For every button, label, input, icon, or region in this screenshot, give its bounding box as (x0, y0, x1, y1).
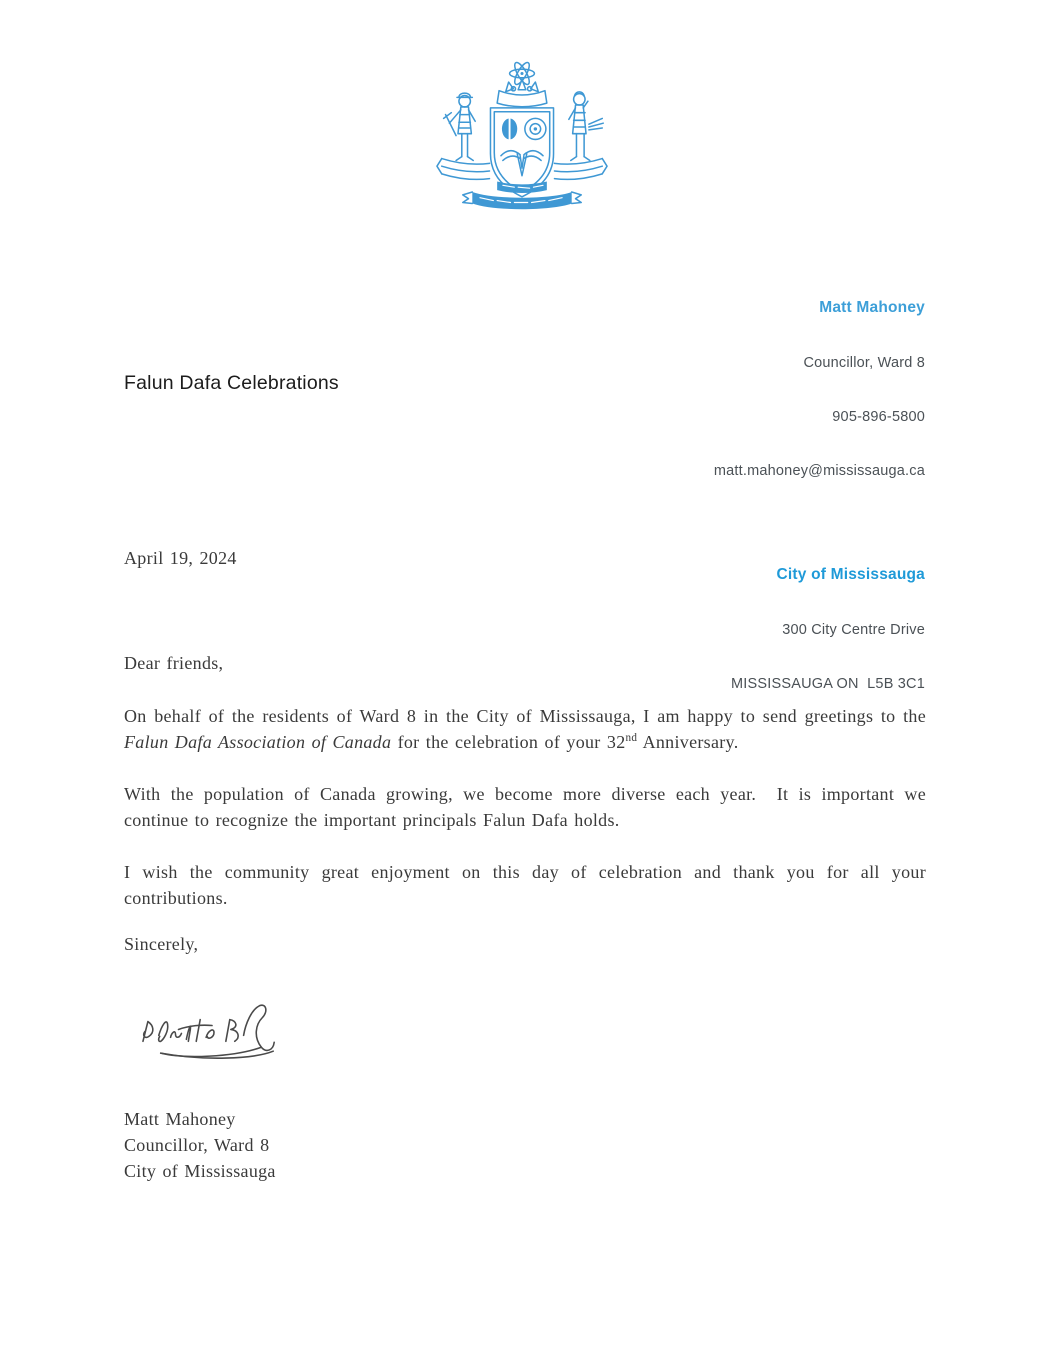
contact-address-line1: 300 City Centre Drive (782, 622, 925, 638)
contact-email: matt.mahoney@mississauga.ca (713, 463, 925, 479)
right-supporter-figure-icon (569, 92, 603, 161)
signer-name: Matt Mahoney (124, 1109, 236, 1129)
paragraph-2: With the population of Canada growing, we become more diverse each year. It is important we continue to recognize the important principals Falun Dafa holds. (124, 784, 933, 830)
paragraph-1 (124, 703, 933, 755)
left-supporter-figure-icon (444, 93, 476, 160)
signature-block (124, 1106, 926, 1184)
motto-ribbon-icon (463, 181, 581, 209)
paragraph-1-italic: Falun Dafa Association of Canada (124, 732, 392, 752)
contact-org: City of Mississauga (776, 566, 925, 583)
contact-title: Councillor, Ward 8 (803, 355, 925, 371)
contact-phone: 905-896-5800 (832, 409, 925, 425)
letter-body (124, 545, 933, 1184)
letter-date: April 19, 2024 (124, 548, 237, 568)
signature-icon (130, 990, 298, 1064)
closing: Sincerely, (124, 934, 199, 954)
paragraph-1-pre: On behalf of the residents of Ward 8 in the City of Mississauga, I am happy to send greetings to the (124, 706, 933, 726)
paragraph-3: I wish the community great enjoyment on this day of celebration and thank you for all your contributions. (124, 862, 933, 908)
signer-org: City of Mississauga (124, 1161, 276, 1181)
city-of-mississauga-crest-logo (436, 56, 608, 220)
crest-icon (436, 56, 608, 220)
subject-line: Falun Dafa Celebrations (124, 372, 339, 394)
atom-icon (510, 61, 535, 87)
paragraph-1-ordinal-suffix: nd (625, 732, 638, 744)
handwritten-signature (130, 990, 298, 1064)
signer-title: Councillor, Ward 8 (124, 1135, 270, 1155)
contact-name: Matt Mahoney (819, 299, 925, 316)
paragraph-1-post: Anniversary. (637, 732, 739, 752)
contact-address-line2: MISSISSAUGA ON L5B 3C1 (731, 676, 925, 692)
salutation: Dear friends, (124, 653, 224, 673)
crown-icon (497, 79, 547, 106)
paragraph-1-mid: for the celebration of your 32 (391, 732, 626, 752)
